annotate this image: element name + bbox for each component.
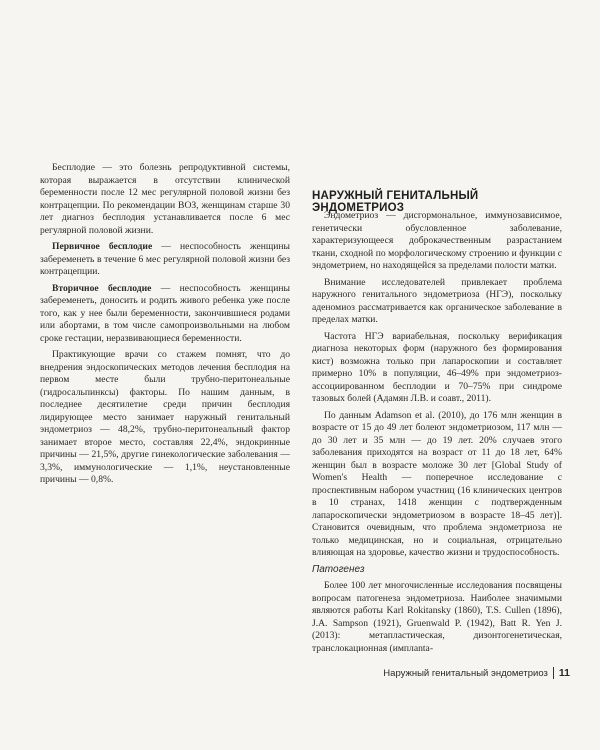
infertility-causes-paragraph: Практикующие врачи со стажем помнят, что до внедрения эндоскопических методов лечения бесплодия на первом месте были трубно-перитонеальные (гидросальпинксы) факторы. По нашим данным, в последнее десятилетие среди причин бесплодия лидирующее место занимает наружный генитальный эндометриоз — 48,2%, трубно-перитонеальный фактор занимает второе место, составляя 22,4%, эндокринные причины — 21,5%, другие гинекологические заболевания — 3,3%, иммунологические — 1,1%, неустановленные причины — 0,8%. [40, 349, 290, 485]
secondary-infertility-paragraph [40, 283, 290, 346]
section-title: НАРУЖНЫЙ ГЕНИТАЛЬНЫЙ ЭНДОМЕТРИОЗ [312, 190, 479, 214]
left-column [40, 162, 290, 491]
running-title: Наружный генитальный эндометриоз [383, 667, 548, 679]
secondary-infertility-term: Вторичное бесплодие [52, 282, 152, 294]
endometriosis-definition: Эндометриоз — дисгормональное, иммунозависимое, генетически обусловленное заболевание, характеризующееся доброкачественным разрастанием ткани, сходной по морфологическому строению и функции с эндометрием, но находящейся за пределами полости матки. [312, 210, 562, 271]
primary-infertility-paragraph [40, 241, 290, 279]
subsection-title: Патогенез [312, 563, 365, 575]
nge-paragraph: Внимание исследователей привлекает проблема наружного генитального эндометриоза (НГЭ), поскольку аденомиоз рассматривается как органическое заболевание в пределах матки. [312, 276, 562, 325]
right-column [312, 210, 562, 659]
secondary-infertility-text: — неспособность женщины забеременеть, доносить и родить живого ребенка уже после того, как у нее были беременности, закончившиеся родами или абортами, в том числе самопроизвольными на любом сроке гестации, неразвивающиеся беременности. [40, 282, 290, 344]
primary-infertility-term: Первичное бесплодие [52, 241, 153, 252]
pathogenesis-paragraph: Более 100 лет многочисленные исследования посвящены вопросам патогенеза эндометриоза. Наиболее значимыми являются работы Karl Rokitansky (1860), T.S. Cullen (1896), J.A. Sampson (1921), Gruenwald P. (1942), Batt R. Yen J. (2013): метапластическая, дизонтогенетическая, транслокационная (имплanta- [312, 580, 562, 654]
primary-infertility-text: — неспособность женщины забеременеть в течение 6 мес регулярной половой жизни без контрацепции. [40, 241, 290, 277]
footer-divider [553, 667, 554, 679]
infertility-definition: Бесплодие — это болезнь репродуктивной системы, которая выражается в отсутствии клинической беременности после 12 мес регулярной половой жизни без контрацепции. По рекомендации ВОЗ, женщинам старше 30 лет диагноз бесплодия устанавливается после 6 мес регулярной половой жизни. [40, 162, 290, 236]
frequency-paragraph: Частота НГЭ вариабельная, поскольку верификация диагноза некоторых форм (наружного без формирования кист) возможна только при лапароскопии и составляет примерно 10% в популяции, 46–49% при эндометриоз-ассоциированном бесплодии и 70–75% при синдроме тазовых болей (Адамян Л.В. и соавт., 2011). [312, 330, 562, 404]
page-footer [330, 667, 570, 679]
statistics-paragraph: По данным Adamson et al. (2010), до 176 млн женщин в возрасте от 15 до 49 лет болеют эндометриозом, 117 млн — до 30 лет и 35 млн — до 19 лет. 20% случаев этого заболевания приходятся на возраст от 11 до 18 лет, 64% женщин был в возрасте моложе 30 лет [Global Study of Women's Health — поперечное исследование с проспективным набором участниц (16 клинических центров в 10 странах, 1418 женщин с подтвержденным лапароскопически эндометриозом в возрасте 18–45 лет)]. Становится очевидным, что проблема эндометриоза не только медицинская, но и социальная, отрицательно влияющая на здоровье, качество жизни и трудоспособность. [312, 409, 562, 558]
page-number: 11 [558, 667, 570, 679]
